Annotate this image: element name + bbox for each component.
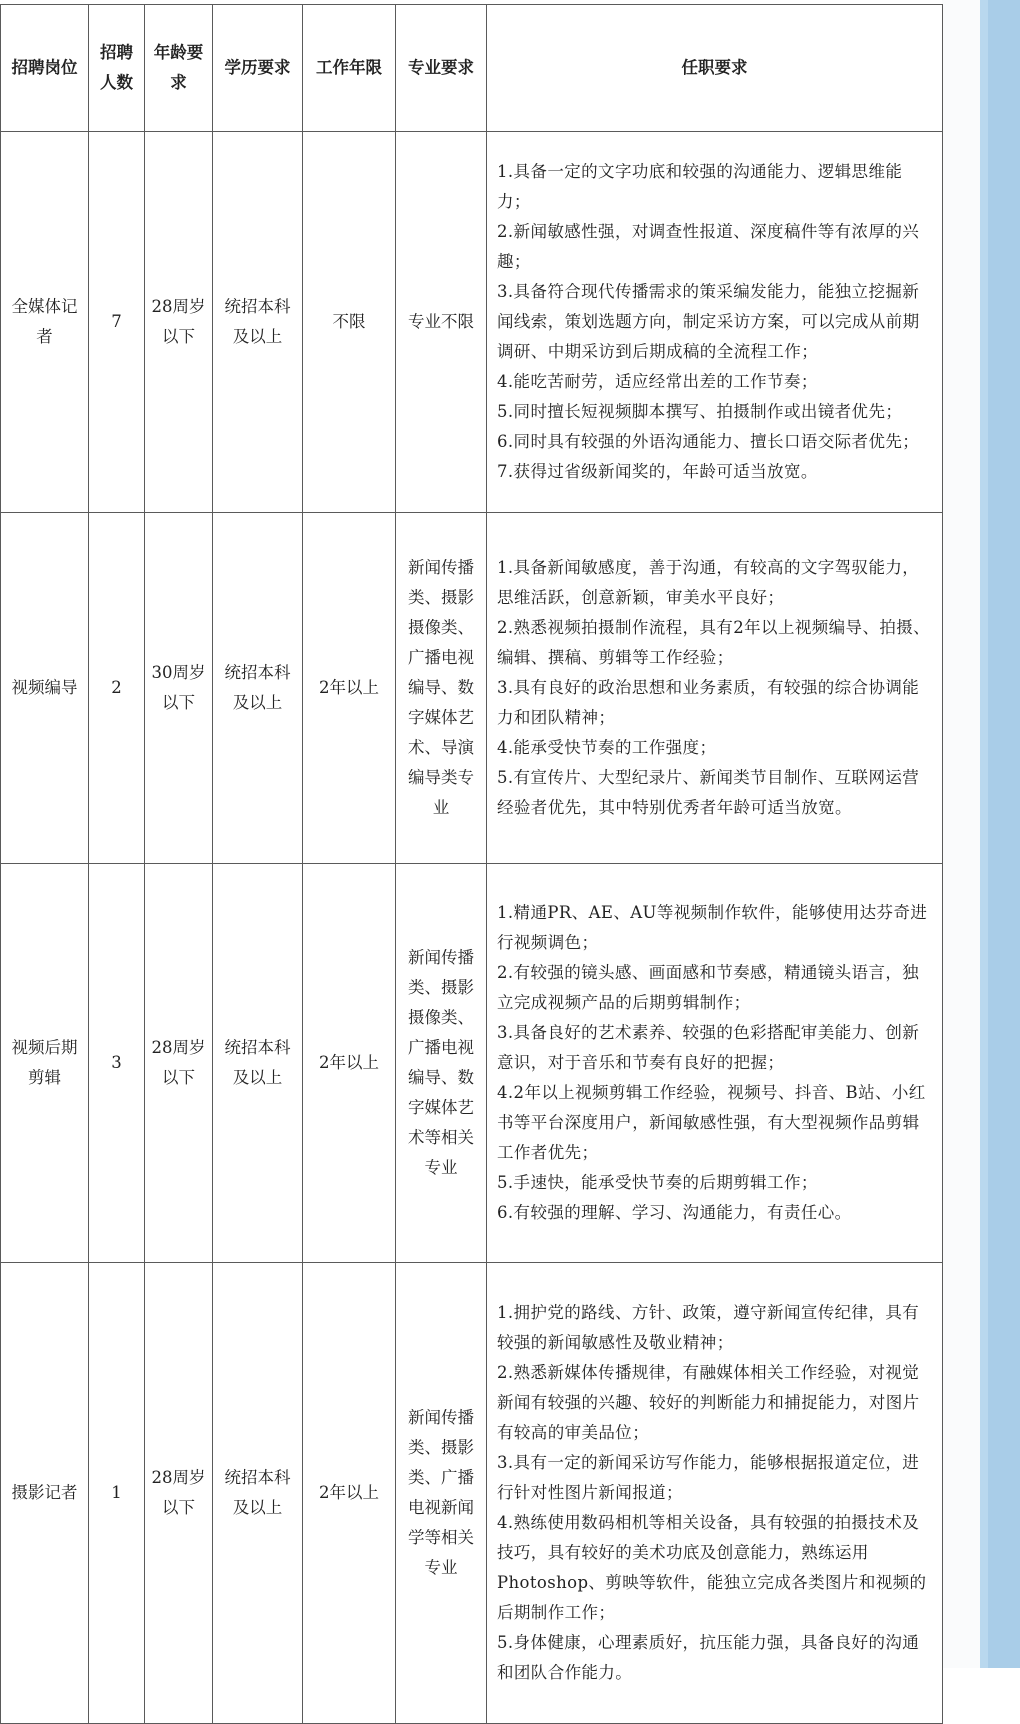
requirement-item: 3.具有良好的政治思想和业务素质，有较强的综合协调能力和团队精神； [497,678,920,727]
cell-count: 2 [89,513,145,864]
cell-requirements [487,132,943,513]
cell-experience: 不限 [303,132,396,513]
cell-count: 7 [89,132,145,513]
requirement-item: 4.2年以上视频剪辑工作经验，视频号、抖音、B站、小红书等平台深度用户，新闻敏感性强，有大型视频作品剪辑工作者优先； [497,1083,926,1162]
requirement-item: 1.拥护党的路线、方针、政策，遵守新闻宣传纪律，具有较强的新闻敏感性及敬业精神； [497,1303,920,1352]
cell-position: 视频后期剪辑 [1,864,89,1263]
cell-count: 1 [89,1263,145,1724]
table-row [1,864,943,1263]
requirement-item: 3.具有一定的新闻采访写作能力，能够根据报道定位，进行针对性图片新闻报道； [497,1453,920,1502]
header-age: 年龄要求 [145,5,213,132]
cell-major: 新闻传播类、摄影类、广播电视新闻学等相关专业 [396,1263,487,1724]
requirement-item: 4.能承受快节奏的工作强度； [497,738,717,757]
cell-requirements [487,1263,943,1724]
header-requirements: 任职要求 [487,5,943,132]
cell-experience: 2年以上 [303,1263,396,1724]
cell-education: 统招本科及以上 [213,1263,303,1724]
cell-age: 28周岁以下 [145,864,213,1263]
cell-requirements [487,513,943,864]
table-row [1,132,943,513]
header-count: 招聘人数 [89,5,145,132]
cell-major: 新闻传播类、摄影摄像类、广播电视编导、数字媒体艺术、导演编导类专业 [396,513,487,864]
cell-education: 统招本科及以上 [213,132,303,513]
cell-age: 30周岁以下 [145,513,213,864]
requirement-item: 5.同时擅长短视频脚本撰写、拍摄制作或出镜者优先； [497,402,903,421]
side-strip [980,0,1020,1668]
header-row [1,5,943,132]
cell-age: 28周岁以下 [145,1263,213,1724]
header-position: 招聘岗位 [1,5,89,132]
requirement-item: 2.新闻敏感性强，对调查性报道、深度稿件等有浓厚的兴趣； [497,222,920,271]
requirement-item: 3.具备符合现代传播需求的策采编发能力，能独立挖掘新闻线索，策划选题方向，制定采访方案，可以完成从前期调研、中期采访到后期成稿的全流程工作； [497,282,920,361]
requirement-item: 6.有较强的理解、学习、沟通能力，有责任心。 [497,1203,852,1222]
requirement-item: 2.熟悉新媒体传播规律，有融媒体相关工作经验，对视觉新闻有较强的兴趣、较好的判断能力和捕捉能力，对图片有较高的审美品位； [497,1363,920,1442]
requirement-item: 5.身体健康，心理素质好，抗压能力强，具备良好的沟通和团队合作能力。 [497,1633,920,1682]
requirement-item: 4.熟练使用数码相机等相关设备，具有较强的拍摄技术及技巧，具有较好的美术功底及创意能力，熟练运用Photoshop、剪映等软件，能独立完成各类图片和视频的后期制作工作； [497,1513,927,1622]
header-experience: 工作年限 [303,5,396,132]
header-education: 学历要求 [213,5,303,132]
requirement-item: 1.精通PR、AE、AU等视频制作软件，能够使用达芬奇进行视频调色； [497,903,928,952]
recruitment-table [0,4,943,1724]
cell-education: 统招本科及以上 [213,864,303,1263]
cell-position: 摄影记者 [1,1263,89,1724]
requirement-item: 1.具备一定的文字功底和较强的沟通能力、逻辑思维能力； [497,162,903,211]
requirement-item: 4.能吃苦耐劳，适应经常出差的工作节奏； [497,372,818,391]
cell-count: 3 [89,864,145,1263]
side-strip-inner [988,0,1020,1668]
cell-experience: 2年以上 [303,864,396,1263]
table-row [1,1263,943,1724]
cell-major: 新闻传播类、摄影摄像类、广播电视编导、数字媒体艺术等相关专业 [396,864,487,1263]
requirement-item: 6.同时具有较强的外语沟通能力、擅长口语交际者优先； [497,432,920,451]
table-row [1,513,943,864]
header-major: 专业要求 [396,5,487,132]
requirement-item: 3.具备良好的艺术素养、较强的色彩搭配审美能力、创新意识，对于音乐和节奏有良好的把握； [497,1023,920,1072]
requirement-item: 2.有较强的镜头感、画面感和节奏感，精通镜头语言，独立完成视频产品的后期剪辑制作； [497,963,920,1012]
cell-age: 28周岁以下 [145,132,213,513]
page-margin [942,0,980,1668]
requirement-item: 5.手速快，能承受快节奏的后期剪辑工作； [497,1173,818,1192]
cell-experience: 2年以上 [303,513,396,864]
cell-requirements [487,864,943,1263]
requirement-item: 1.具备新闻敏感度，善于沟通，有较高的文字驾驭能力，思维活跃，创意新颖，审美水平良好； [497,558,920,607]
cell-major: 专业不限 [396,132,487,513]
requirement-item: 2.熟悉视频拍摄制作流程，具有2年以上视频编导、拍摄、编辑、撰稿、剪辑等工作经验； [497,618,931,667]
requirement-item: 7.获得过省级新闻奖的，年龄可适当放宽。 [497,462,818,481]
cell-education: 统招本科及以上 [213,513,303,864]
cell-position: 视频编导 [1,513,89,864]
cell-position: 全媒体记者 [1,132,89,513]
requirement-item: 5.有宣传片、大型纪录片、新闻类节目制作、互联网运营经验者优先，其中特别优秀者年龄可适当放宽。 [497,768,920,817]
